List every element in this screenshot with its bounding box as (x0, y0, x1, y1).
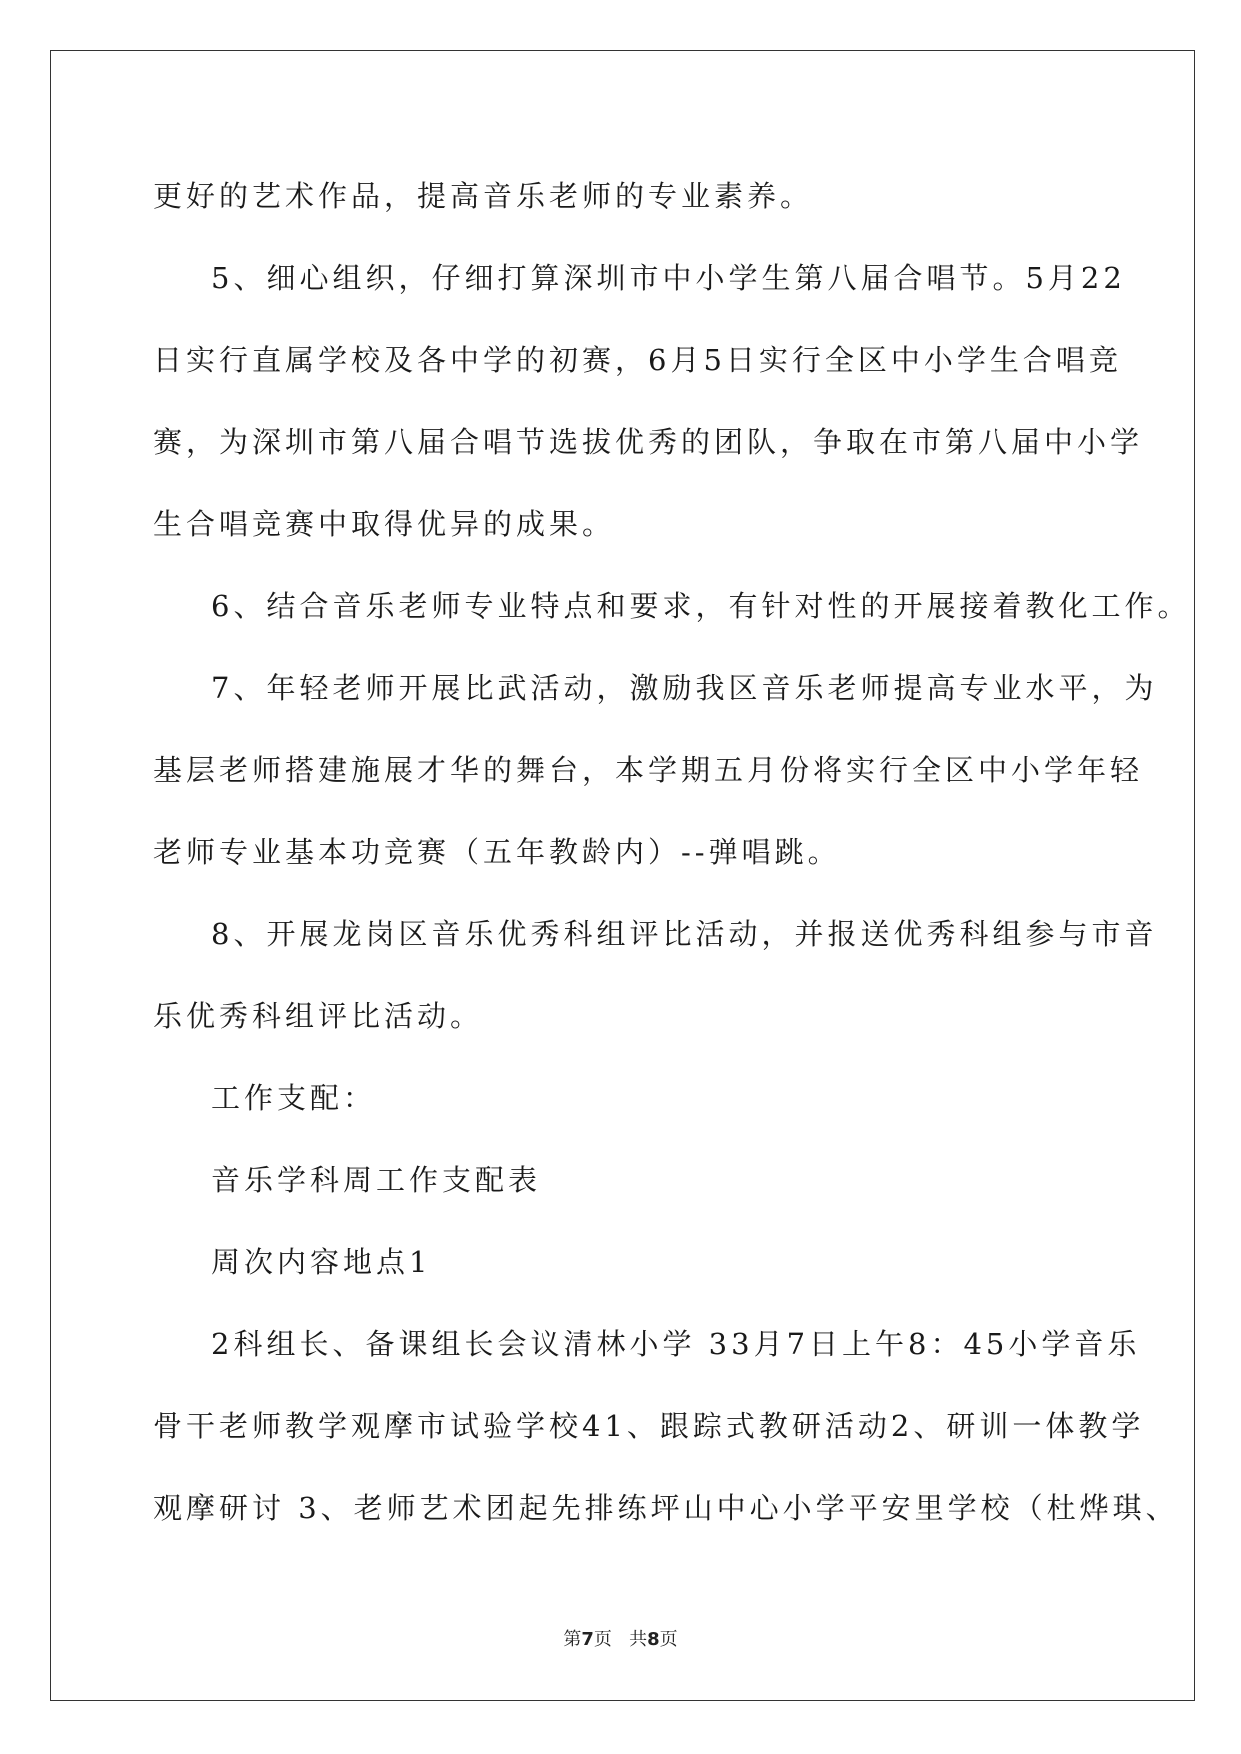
text-line-8: 基层老师搭建施展才华的舞台，本学期五月份将实行全区中小学年轻 (153, 753, 1144, 787)
page-footer (0, 1625, 1241, 1651)
text-line-11: 乐优秀科组评比活动。 (153, 999, 484, 1033)
footer-prefix: 第 (563, 1629, 582, 1650)
footer-total-pages: 8 (647, 1629, 660, 1650)
table-title: 音乐学科周工作支配表 (211, 1163, 542, 1197)
text-line-7: 7、年轻老师开展比武活动，激励我区音乐老师提高专业水平，为 (211, 671, 1158, 705)
text-line-16: 骨干老师教学观摩市试验学校41、跟踪式教研活动2、研训一体教学 (153, 1409, 1145, 1443)
text-line-4: 赛，为深圳市第八届合唱节选拔优秀的团队，争取在市第八届中小学 (153, 425, 1144, 459)
text-line-15: 2科组长、备课组长会议清林小学 33月7日上午8：45小学音乐 (211, 1327, 1141, 1361)
text-line-1: 更好的艺术作品，提高音乐老师的专业素养。 (153, 179, 814, 213)
text-line-6: 6、结合音乐老师专业特点和要求，有针对性的开展接着教化工作。 (211, 589, 1191, 623)
document-body (153, 155, 1191, 1549)
text-line-17: 观摩研讨 3、老师艺术团起先排练坪山中心小学平安里学校（杜烨琪、 (153, 1491, 1179, 1525)
footer-suffix: 页 (659, 1629, 678, 1650)
footer-middle: 页 共 (593, 1629, 648, 1650)
text-line-2: 5、细心组织，仔细打算深圳市中小学生第八届合唱节。5月22 (211, 261, 1126, 295)
text-line-5: 生合唱竞赛中取得优异的成果。 (153, 507, 616, 541)
text-line-10: 8、开展龙岗区音乐优秀科组评比活动，并报送优秀科组参与市音 (211, 917, 1158, 951)
table-header-text: 周次内容地点1 (211, 1245, 432, 1279)
footer-current-page: 7 (581, 1629, 594, 1650)
text-line-3: 日实行直属学校及各中学的初赛，6月5日实行全区中小学生合唱竞 (153, 343, 1122, 377)
section-heading-work-arrangement: 工作支配： (211, 1081, 377, 1115)
text-line-9: 老师专业基本功竞赛（五年教龄内）--弹唱跳。 (153, 835, 841, 869)
